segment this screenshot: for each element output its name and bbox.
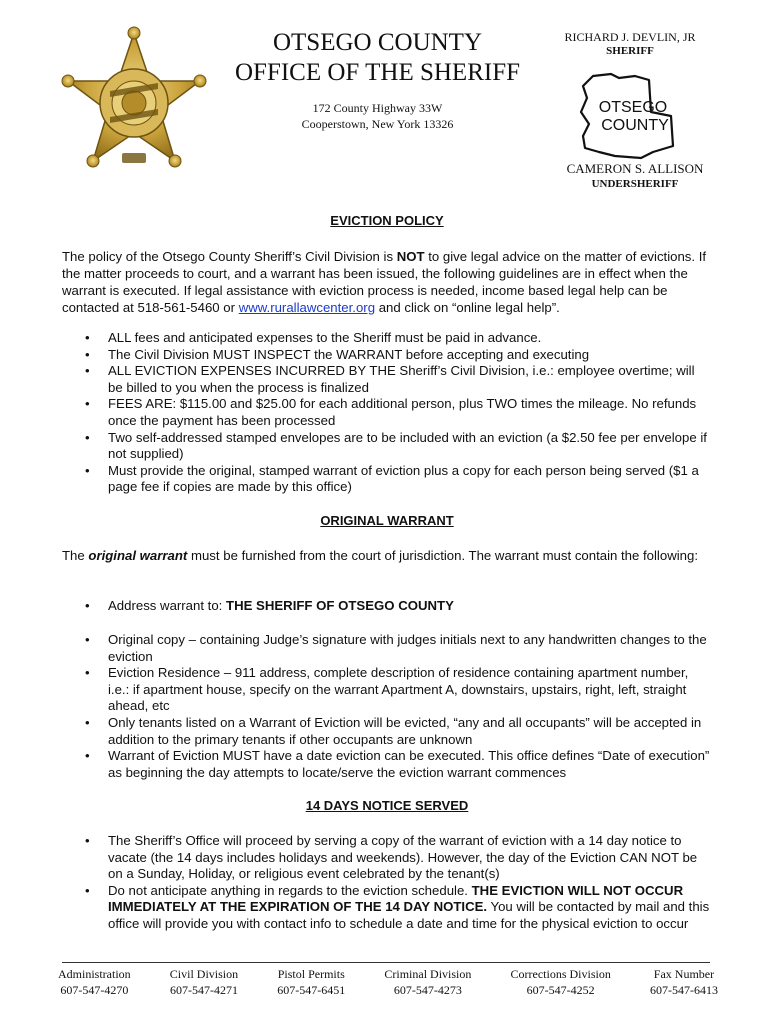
address-line2: Cooperstown, New York 13326	[301, 117, 454, 131]
list-item: • Two self-addressed stamped envelopes are to be included with an eviction (a $2.50 fee per envelope if not supplied)	[62, 430, 712, 463]
list-item: • ALL EVICTION EXPENSES INCURRED BY THE Sheriff’s Civil Division, i.e.: employee overtime; will be billed to you when the process is finalized	[62, 363, 712, 396]
list-item: • The Civil Division MUST INSPECT the WARRANT before accepting and executing	[62, 347, 712, 364]
footer-label: Criminal Division	[384, 967, 472, 981]
footer-phone: 607-547-4252	[526, 983, 595, 997]
sheriff-star-icon	[60, 25, 208, 197]
warrant-address-list	[62, 598, 712, 615]
list-item: • The Sheriff’s Office will proceed by serving a copy of the warrant of eviction with a 14 day notice to vacate (the 14 days includes holidays and weekends). However, the day of the Eviction CAN NOT be on a Sunday, Holiday, or religious event celebrated by the tenant(s)	[62, 833, 712, 883]
address-bullet-bold: THE SHERIFF OF OTSEGO COUNTY	[226, 598, 454, 613]
eviction-policy-heading: EVICTION POLICY	[330, 213, 444, 228]
list-item: • Original copy – containing Judge’s signature with judges initials next to any handwritten changes to the eviction	[62, 632, 712, 665]
footer-contact-corrections	[511, 966, 611, 998]
footer-label: Civil Division	[169, 967, 239, 981]
notice-bullet2-bold: THE EVICTION WILL NOT OCCUR IMMEDIATELY AT THE EXPIRATION OF THE 14 DAY NOTICE.	[108, 882, 684, 915]
footer-phone: 607-547-6413	[649, 983, 718, 997]
list-item	[62, 598, 712, 615]
footer-label: Fax Number	[653, 967, 715, 981]
footer-label: Pistol Permits	[277, 967, 345, 981]
address-bullet-prefix: Address warrant to:	[108, 598, 227, 613]
intro-text: The policy of the Otsego County Sheriff’s Civil Division is	[62, 249, 397, 264]
list-item: • Must provide the original, stamped warrant of eviction plus a copy for each person being served ($1 a page fee if copies are made by this office)	[62, 463, 712, 496]
footer-contacts	[58, 966, 718, 998]
sheriff-title: SHERIFF	[606, 45, 654, 57]
sheriff-name: RICHARD J. DEVLIN, JR	[564, 30, 696, 44]
footer-divider	[62, 962, 710, 963]
notice-bullet2-text-2: You will be contacted by mail and this office will provide you with contact info to schedule a date and time for the physical eviction to occur	[108, 899, 710, 931]
footer-phone: 607-547-4273	[393, 983, 462, 997]
eviction-policy-list	[62, 330, 712, 496]
footer-label: Administration	[58, 967, 131, 981]
list-item: • Only tenants listed on a Warrant of Eviction will be evicted, “any and all occupants” will be accepted in addition to the primary tenants if other occupants are unknown	[62, 715, 712, 748]
footer-phone: 607-547-6451	[277, 983, 346, 997]
warrant-intro-text: The	[62, 548, 89, 563]
notice-bullet2-text: Do not anticipate anything in regards to the eviction schedule.	[108, 882, 472, 898]
undersheriff-name: CAMERON S. ALLISON	[566, 161, 704, 176]
footer-contact-criminal	[384, 966, 471, 998]
list-item: • FEES ARE: $115.00 and $25.00 for each additional person, plus TWO times the mileage. No refunds once the payment has been processed	[62, 396, 712, 429]
original-warrant-list	[62, 632, 712, 781]
footer-contact-pistol	[277, 966, 345, 998]
office-title-line1: OTSEGO COUNTY	[272, 29, 483, 56]
county-map-logo	[575, 72, 685, 160]
intro-not: NOT	[396, 249, 425, 264]
office-title-line2: OFFICE OF THE SHERIFF	[234, 59, 521, 86]
notice-list	[62, 833, 712, 933]
county-map-line1: OTSEGO	[598, 99, 668, 116]
footer-contact-administration	[58, 966, 131, 998]
list-item: • Eviction Residence – 911 address, complete description of residence containing apartment number, i.e.: if apartment house, specify on the warrant Apartment A, downstairs, upstairs, right, left, straight ahead, etc	[62, 665, 712, 715]
rural-law-center-link[interactable]: www.rurallawcenter.org	[238, 300, 376, 315]
footer-contact-fax	[650, 966, 718, 998]
footer-label: Corrections Division	[510, 967, 611, 981]
undersheriff-title: UNDERSHERIFF	[591, 178, 679, 190]
county-map-line2: COUNTY	[601, 117, 669, 134]
footer-phone: 607-547-4271	[169, 983, 238, 997]
eviction-policy-intro	[62, 248, 712, 316]
list-item: • ALL fees and anticipated expenses to the Sheriff must be paid in advance.	[62, 330, 712, 347]
footer-contact-civil	[170, 966, 238, 998]
address-line1: 172 County Highway 33W	[312, 101, 443, 115]
list-item: • Warrant of Eviction MUST have a date eviction can be executed. This office defines “Date of execution” as beginning the day attempts to locate/serve the eviction warrant commences	[62, 748, 712, 781]
notice-heading: 14 DAYS NOTICE SERVED	[305, 798, 469, 813]
intro-text-2: to give legal advice on the matter of evictions. If the matter proceeds to court, and a warrant has been issued, the following guidelines are in effect when the warrant is executed. If legal assistance with eviction process is needed, income based legal help can be contacted at 518-561-5460 or	[62, 249, 707, 315]
intro-text-end: and click on “online legal help”.	[375, 300, 560, 315]
footer-phone: 607-547-4270	[60, 983, 129, 997]
list-item	[62, 883, 712, 933]
warrant-intro-text-2: must be furnished from the court of jurisdiction. The warrant must contain the following:	[187, 548, 698, 563]
original-warrant-intro	[62, 547, 712, 564]
original-warrant-heading: ORIGINAL WARRANT	[320, 513, 454, 528]
original-warrant-emphasis: original warrant	[88, 548, 188, 563]
